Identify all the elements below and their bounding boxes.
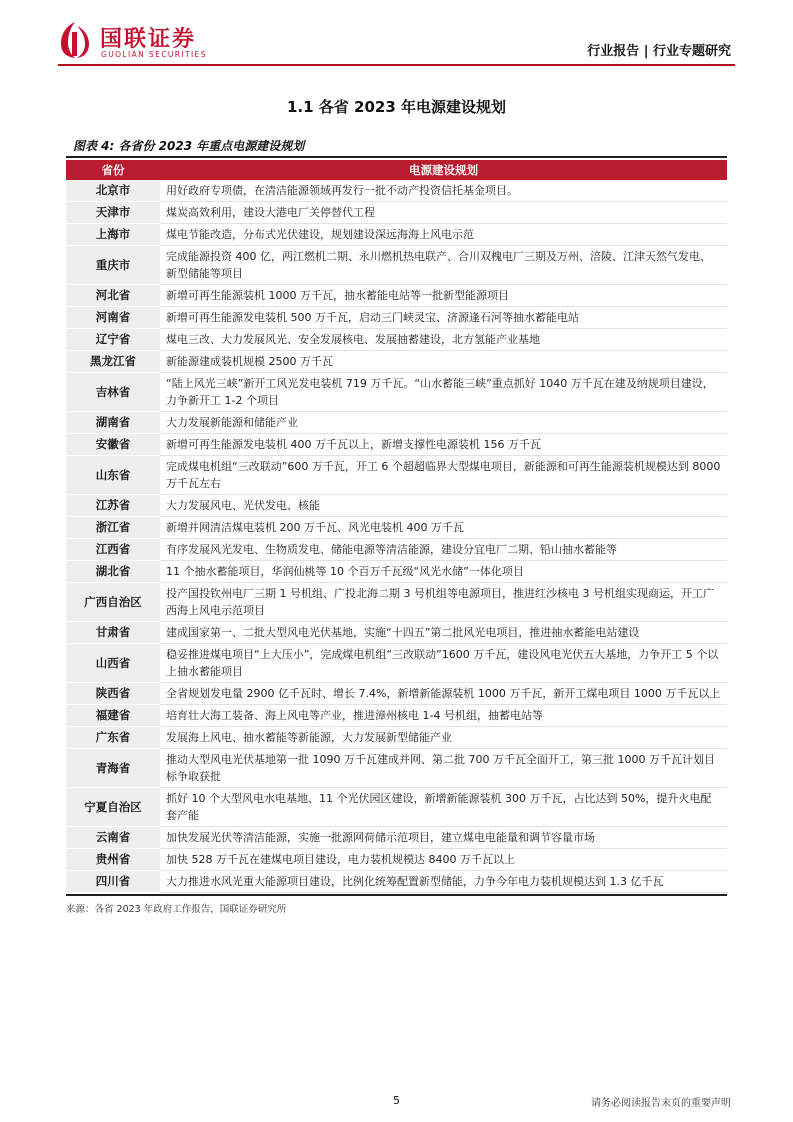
plan-cell: 大力发展风电、光伏发电、核能	[160, 495, 727, 517]
logo-text-cn: 国联证券	[100, 27, 197, 52]
header-divider	[58, 64, 735, 66]
table-row	[66, 329, 727, 351]
plan-cell: 推动大型风电光伏基地第一批 1090 万千瓦建成并网、第二批 700 万千瓦全面开工，第三批 1000 万千瓦计划目标争取获批	[160, 749, 727, 788]
column-header-province: 省份	[66, 160, 160, 180]
disclaimer-note: 请务必阅读报告末页的重要声明	[591, 1098, 731, 1109]
province-cell: 云南省	[66, 827, 160, 849]
table-row	[66, 539, 727, 561]
table-row	[66, 224, 727, 246]
table-row	[66, 456, 727, 495]
plan-cell: 煤炭高效利用，建设大港电厂关停替代工程	[160, 202, 727, 224]
table-row	[66, 517, 727, 539]
table-row	[66, 434, 727, 456]
province-cell: 浙江省	[66, 517, 160, 539]
province-cell: 广西自治区	[66, 583, 160, 622]
plan-cell: 新增可再生能源发电装机 500 万千瓦，启动三门峡灵宝、济源逢石河等抽水蓄能电站	[160, 307, 727, 329]
province-cell: 安徽省	[66, 434, 160, 456]
plan-cell: 投产国投钦州电厂三期 1 号机组、广投北海二期 3 号机组等电源项目，推进红沙核电 3 号机组实现商运，开工广西海上风电示范项目	[160, 583, 727, 622]
company-logo	[58, 20, 248, 64]
province-cell: 辽宁省	[66, 329, 160, 351]
column-header-plan: 电源建设规划	[160, 160, 727, 180]
plan-cell: 用好政府专项债，在清洁能源领域再发行一批不动产投资信托基金项目。	[160, 180, 727, 202]
province-cell: 贵州省	[66, 849, 160, 871]
table-row	[66, 849, 727, 871]
power-plan-table	[66, 160, 727, 893]
section-title: 1.1 各省 2023 年电源建设规划	[287, 98, 506, 116]
table-row	[66, 727, 727, 749]
table-row	[66, 351, 727, 373]
plan-cell: 抓好 10 个大型风电水电基地、11 个光伏园区建设，新增新能源装机 300 万千瓦，占比达到 50%，提升火电配套产能	[160, 788, 727, 827]
plan-cell: 加快发展光伏等清洁能源，实施一批源网荷储示范项目，建立煤电电能量和调节容量市场	[160, 827, 727, 849]
province-cell: 山西省	[66, 644, 160, 683]
plan-cell: 建成国家第一、二批大型风电光伏基地，实施“十四五”第二批风光电项目，推进抽水蓄能电站建设	[160, 622, 727, 644]
table-row	[66, 495, 727, 517]
plan-cell: 新能源建成装机规模 2500 万千瓦	[160, 351, 727, 373]
table-row	[66, 412, 727, 434]
logo-mark-icon	[58, 20, 92, 60]
plan-cell: 完成煤电机组“三改联动”600 万千瓦，开工 6 个超超临界大型煤电项目，新能源和可再生能源装机规模达到 8000 万千瓦左右	[160, 456, 727, 495]
table-row	[66, 583, 727, 622]
province-cell: 天津市	[66, 202, 160, 224]
province-cell: 四川省	[66, 871, 160, 893]
table-row	[66, 705, 727, 727]
table-row	[66, 644, 727, 683]
province-cell: 广东省	[66, 727, 160, 749]
table-body	[66, 180, 727, 893]
province-cell: 河北省	[66, 285, 160, 307]
province-cell: 北京市	[66, 180, 160, 202]
table-row	[66, 285, 727, 307]
plan-cell: 加快 528 万千瓦在建煤电项目建设，电力装机规模达 8400 万千瓦以上	[160, 849, 727, 871]
province-cell: 吉林省	[66, 373, 160, 412]
table-row	[66, 202, 727, 224]
table-row	[66, 373, 727, 412]
plan-cell: 11 个抽水蓄能项目，华润仙桃等 10 个百万千瓦级“风光水储”一体化项目	[160, 561, 727, 583]
province-cell: 湖南省	[66, 412, 160, 434]
province-cell: 湖北省	[66, 561, 160, 583]
province-cell: 重庆市	[66, 246, 160, 285]
report-category: 行业报告 | 行业专题研究	[587, 44, 731, 59]
province-cell: 江西省	[66, 539, 160, 561]
table-row	[66, 561, 727, 583]
plan-cell: 有序发展风光发电、生物质发电、储能电源等清洁能源，建设分宜电厂二期、铅山抽水蓄能等	[160, 539, 727, 561]
plan-cell: 新增可再生能源发电装机 400 万千瓦以上，新增支撑性电源装机 156 万千瓦	[160, 434, 727, 456]
table-row	[66, 246, 727, 285]
plan-cell: 大力推进水风光重大能源项目建设，比例化统筹配置新型储能，力争今年电力装机规模达到 1.3 亿千瓦	[160, 871, 727, 893]
table-row	[66, 827, 727, 849]
province-cell: 青海省	[66, 749, 160, 788]
table-row	[66, 749, 727, 788]
province-cell: 黑龙江省	[66, 351, 160, 373]
plan-cell: 煤电三改、大力发展风光、安全发展核电、发展抽蓄建设，北方氢能产业基地	[160, 329, 727, 351]
plan-cell: “陆上风光三峡”新开工风光发电装机 719 万千瓦。“山水蓄能三峡”重点抓好 1040 万千瓦在建及纳规项目建设，力争新开工 1-2 个项目	[160, 373, 727, 412]
figure-top-rule	[66, 156, 727, 158]
plan-cell: 大力发展新能源和储能产业	[160, 412, 727, 434]
plan-cell: 煤电节能改造，分布式光伏建设，规划建设深远海海上风电示范	[160, 224, 727, 246]
plan-cell: 全省规划发电量 2900 亿千瓦时、增长 7.4%，新增新能源装机 1000 万千瓦，新开工煤电项目 1000 万千瓦以上	[160, 683, 727, 705]
province-cell: 江苏省	[66, 495, 160, 517]
figure-title: 图表 4: 各省份 2023 年重点电源建设规划	[73, 139, 305, 153]
province-cell: 福建省	[66, 705, 160, 727]
logo-text-en: GUOLIAN SECURITIES	[101, 50, 207, 59]
plan-cell: 新增并网清洁煤电装机 200 万千瓦、风光电装机 400 万千瓦	[160, 517, 727, 539]
table-row	[66, 622, 727, 644]
table-row	[66, 180, 727, 202]
province-cell: 宁夏自治区	[66, 788, 160, 827]
province-cell: 河南省	[66, 307, 160, 329]
province-cell: 陕西省	[66, 683, 160, 705]
plan-cell: 培育壮大海工装备、海上风电等产业，推进漳州核电 1-4 号机组，抽蓄电站等	[160, 705, 727, 727]
source-note: 来源：各省 2023 年政府工作报告，国联证券研究所	[66, 904, 287, 915]
plan-cell: 完成能源投资 400 亿，两江燃机二期、永川燃机热电联产、合川双槐电厂三期及万州、涪陵、江津天然气发电、新型储能等项目	[160, 246, 727, 285]
table-row	[66, 683, 727, 705]
province-cell: 山东省	[66, 456, 160, 495]
figure-bottom-rule	[66, 894, 727, 896]
table-header-row	[66, 160, 727, 180]
page-number: 5	[393, 1094, 400, 1107]
province-cell: 甘肃省	[66, 622, 160, 644]
table-row	[66, 871, 727, 893]
plan-cell: 稳妥推进煤电项目“上大压小”，完成煤电机组“三改联动”1600 万千瓦，建设风电光伏五大基地，力争开工 5 个以上抽水蓄能项目	[160, 644, 727, 683]
plan-cell: 发展海上风电、抽水蓄能等新能源，大力发展新型储能产业	[160, 727, 727, 749]
table-row	[66, 788, 727, 827]
province-cell: 上海市	[66, 224, 160, 246]
table-row	[66, 307, 727, 329]
plan-cell: 新增可再生能源装机 1000 万千瓦，抽水蓄能电站等一批新型能源项目	[160, 285, 727, 307]
